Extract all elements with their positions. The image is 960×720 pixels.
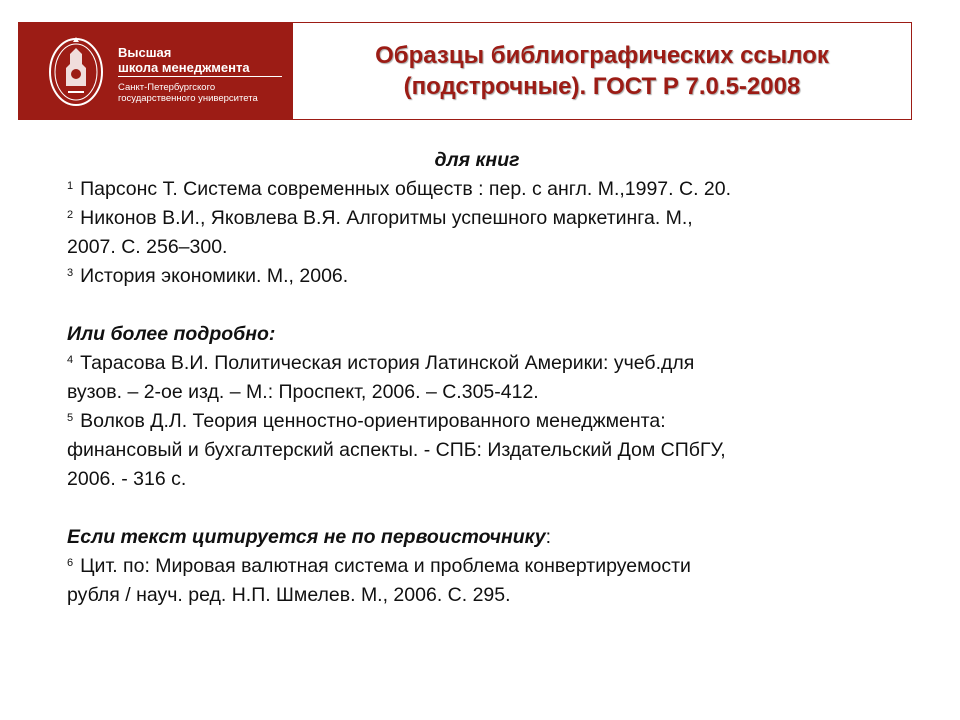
title-line-1: Образцы библиографических ссылок [375,42,829,69]
footnote-number: 5 [67,412,74,424]
title-line-2: (подстрочные). ГОСТ Р 7.0.5-2008 [403,73,801,100]
secondary-heading: Если текст цитируется не по первоисточнику: [67,526,552,548]
footnote-number: 2 [67,209,74,221]
reference-4: $^4$ Тарасова В.И. Политическая история Латинской Америки: учеб.для вузов. – 2-ое изд. – М.: Проспект, 2006. – С.305-412. [67,352,695,403]
footnote-number: 4 [67,354,74,366]
logo-name: Высшая школа менеджмента [118,45,250,75]
footnote-number: 6 [67,557,74,569]
reference-6: $^6$ Цит. по: Мировая валютная система и проблема конвертируемости рубля / науч. ред. Н.П. Шмелев. М., 2006. С. 295. [67,555,691,606]
reference-3: $^3$ История экономики. М., 2006. [67,265,349,287]
slide-title [292,22,912,120]
detailed-heading: Или более подробно: [67,323,276,345]
gsom-logo [18,22,293,120]
reference-2: $^2$ Никонов В.И., Яковлева В.Я. Алгоритмы успешного маркетинга. М., 2007. С. 256–300. [67,207,693,258]
footnote-number: 1 [67,180,74,192]
reference-5: $^5$ Волков Д.Л. Теория ценностно-ориентированного менеджмента: финансовый и бухгалтерский аспекты. - СПБ: Издательский Дом СПбГУ, 2006. - 316 с. [67,410,726,490]
logo-subtitle: Санкт-Петербургского государственного университета [118,82,258,104]
reference-1: $^1$ Парсонс Т. Система современных обществ : пер. с англ. М.,1997. С. 20. [67,178,732,200]
books-heading: для книг [434,149,520,171]
university-emblem-icon [46,34,106,108]
logo-divider [118,76,282,77]
footnote-number: 3 [67,267,74,279]
references-body [67,146,887,610]
